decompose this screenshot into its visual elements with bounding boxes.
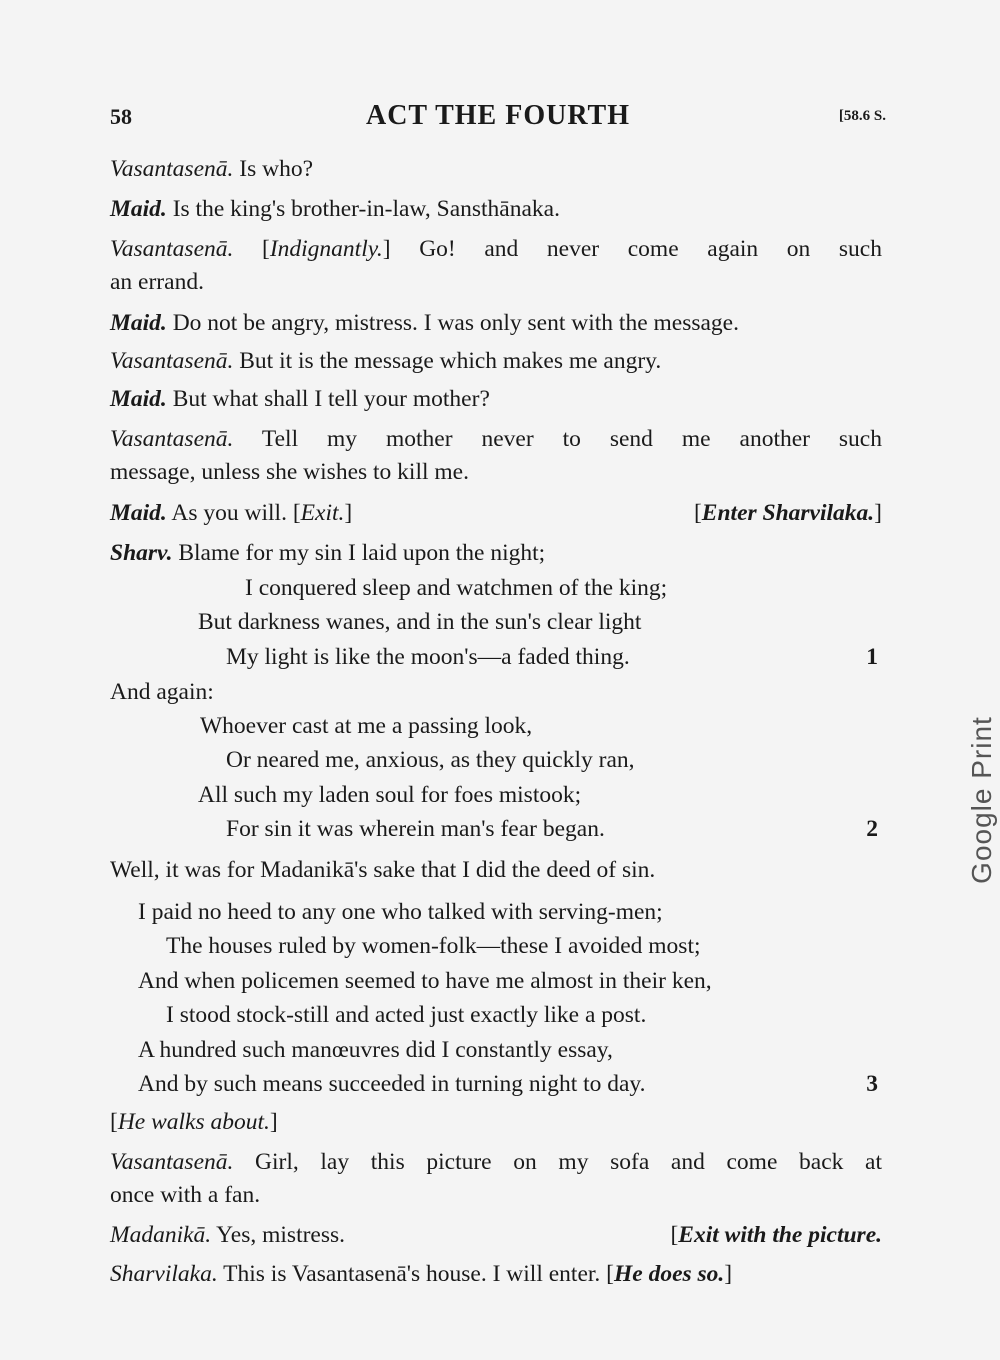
verse-line (110, 640, 882, 674)
dialogue-line (110, 152, 882, 186)
stage-direction: Enter Sharvilaka. (701, 500, 875, 526)
line-text: And again: (110, 679, 214, 705)
bracket: ] (874, 500, 882, 526)
page-number: 58 (110, 104, 132, 129)
speaker-name: Sharvilaka. (110, 1261, 218, 1287)
dialogue-line (110, 306, 882, 340)
verse-text: And by such means succeeded in turning night to day. (138, 1071, 646, 1097)
running-title: ACT THE FOURTH (365, 100, 631, 131)
speaker-name: Maid. (110, 196, 167, 222)
verse-line (110, 743, 882, 777)
bracket: [ (693, 500, 702, 526)
speaker-name: Vasantasenā. (110, 156, 234, 182)
line-text: ] Go! and never come again on such (382, 236, 882, 262)
verse-number: 3 (866, 1071, 878, 1097)
verse-line (110, 605, 882, 639)
dialogue-line (110, 232, 882, 266)
verse-number: 1 (866, 644, 878, 670)
verse-text: I stood stock-still and acted just exactly like a post. (166, 1002, 647, 1028)
speaker-name: Vasantasenā. (110, 348, 234, 374)
verse-text: For sin it was wherein man's fear began. (226, 816, 605, 842)
verse-text: I paid no heed to any one who talked with serving-men; (138, 899, 663, 925)
speaker-name: Sharv. (110, 540, 173, 566)
speaker-name: Vasantasenā. (110, 236, 234, 262)
verse-line (110, 1067, 882, 1101)
dialogue-line (110, 192, 882, 226)
speaker-name: Maid. (110, 386, 167, 412)
verse-line: Blame for my sin I laid upon the night; (172, 540, 546, 566)
verse-text: But darkness wanes, and in the sun's clear light (198, 609, 642, 635)
verse-line (110, 778, 882, 812)
verse-line (110, 709, 882, 743)
dialogue-line (110, 1145, 882, 1179)
verse-line (110, 998, 882, 1032)
section-reference: [58.6 S. (838, 108, 886, 124)
google-print-watermark: Google Print (966, 716, 997, 884)
line-text: an errand. (110, 269, 204, 295)
verse-line (110, 1033, 882, 1067)
stage-direction-right (694, 496, 882, 530)
line-text: But what shall I tell your mother? (166, 386, 490, 412)
stage-direction: Indignantly. (269, 236, 383, 262)
verse-line (110, 929, 882, 963)
dialogue-line-continued (110, 265, 882, 299)
prose-line (110, 853, 882, 887)
verse-text: My light is like the moon's—a faded thing. (226, 644, 630, 670)
speaker-name: Vasantasenā. (110, 426, 234, 452)
verse-text: Whoever cast at me a passing look, (200, 713, 533, 739)
line-text: once with a fan. (110, 1182, 261, 1208)
bracket: ] (344, 500, 353, 526)
dialogue-line (110, 422, 882, 456)
stage-direction-line (110, 1105, 882, 1139)
line-text: Do not be angry, mistress. I was only sent with the message. (166, 310, 739, 336)
stage-direction: He walks about. (117, 1109, 270, 1135)
stage-direction: Exit. (300, 500, 345, 526)
dialogue-line (110, 496, 882, 530)
verse-text: A hundred such manœuvres did I constantly essay, (138, 1037, 613, 1063)
dialogue-line (110, 382, 882, 416)
speaker-name: Madanikā. (110, 1222, 212, 1248)
bracket: [ (110, 1109, 118, 1135)
verse-line (110, 812, 882, 846)
dialogue-line-continued (110, 1178, 882, 1212)
verse-text: The houses ruled by women-folk—these I avoided most; (166, 933, 701, 959)
verse-number: 2 (866, 816, 878, 842)
line-text: Well, it was for Madanikā's sake that I did the deed of sin. (110, 857, 656, 883)
dialogue-line (110, 344, 882, 378)
line-text: But it is the message which makes me angry. (233, 348, 662, 374)
line-text: As you will. [ (166, 500, 301, 526)
verse-text: All such my laden soul for foes mistook; (198, 782, 582, 808)
line-text: Girl, lay this picture on my sofa and come back at (233, 1149, 882, 1175)
speaker-name: Maid. (110, 500, 167, 526)
line-text: This is Vasantasenā's house. I will enter. [ (217, 1261, 614, 1287)
dialogue-line (110, 536, 882, 570)
prose-line (110, 675, 882, 709)
line-text: Tell my mother never to send me another such (233, 426, 882, 452)
verse-line (110, 964, 882, 998)
verse-text: Or neared me, anxious, as they quickly ran, (226, 747, 635, 773)
line-text: message, unless she wishes to kill me. (110, 459, 469, 485)
speaker-name: Maid. (110, 310, 167, 336)
stage-direction-right (670, 1218, 882, 1252)
running-head (110, 100, 886, 136)
speaker-name: Vasantasenā. (110, 1149, 234, 1175)
bracket: ] (269, 1109, 278, 1135)
verse-text: And when policemen seemed to have me almost in their ken, (138, 968, 712, 994)
bracket: ] (724, 1261, 733, 1287)
line-text: Is the king's brother-in-law, Sansthānaka. (166, 196, 560, 222)
dialogue-line (110, 1218, 882, 1252)
bracket: [ (233, 236, 270, 262)
dialogue-line (110, 1257, 882, 1291)
bracket: [ (670, 1222, 679, 1248)
stage-direction: Exit with the picture. (678, 1222, 882, 1248)
dialogue-line-continued (110, 455, 882, 489)
verse-text: I conquered sleep and watchmen of the king; (245, 575, 668, 601)
stage-direction: He does so. (613, 1261, 725, 1287)
line-text: Yes, mistress. (211, 1222, 346, 1248)
verse-line (110, 571, 882, 605)
line-text: Is who? (233, 156, 313, 182)
verse-line (110, 895, 882, 929)
